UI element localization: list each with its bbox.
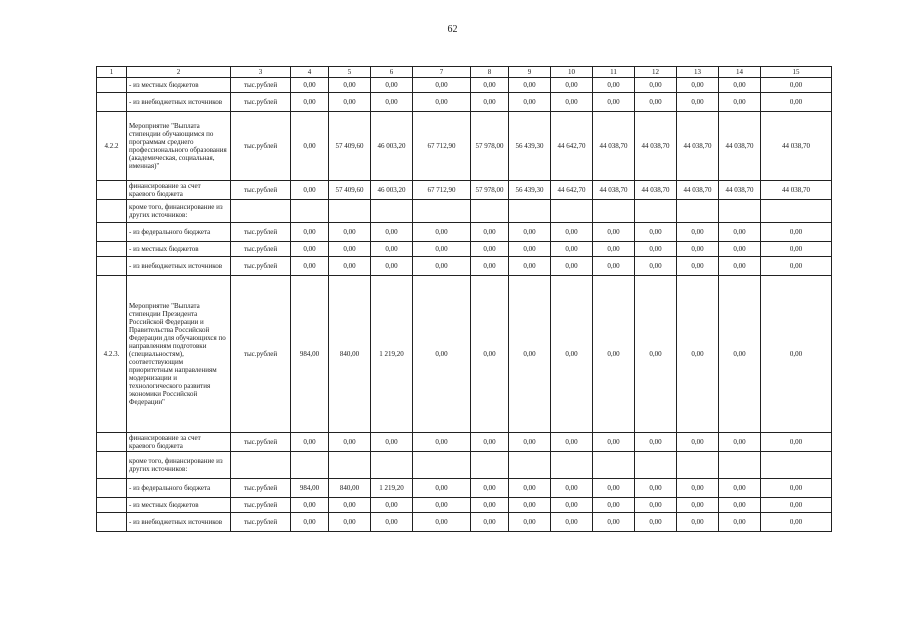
value-cell: 0,00 xyxy=(329,433,371,452)
value-cell: 0,00 xyxy=(635,276,677,433)
value-cell: 0,00 xyxy=(329,513,371,532)
table-row xyxy=(97,498,832,513)
value-cell xyxy=(677,200,719,223)
unit-cell: тыс.рублей xyxy=(231,93,291,112)
value-cell: 0,00 xyxy=(471,78,509,93)
value-cell: 0,00 xyxy=(719,242,761,257)
value-cell: 0,00 xyxy=(677,433,719,452)
value-cell: 0,00 xyxy=(371,513,413,532)
value-cell: 0,00 xyxy=(413,479,471,498)
value-cell: 0,00 xyxy=(371,242,413,257)
value-cell: 0,00 xyxy=(291,78,329,93)
unit-cell: тыс.рублей xyxy=(231,112,291,181)
value-cell: 0,00 xyxy=(761,276,832,433)
value-cell: 0,00 xyxy=(329,242,371,257)
value-cell: 0,00 xyxy=(719,433,761,452)
value-cell xyxy=(413,452,471,479)
table-row xyxy=(97,433,832,452)
value-cell xyxy=(291,452,329,479)
header-cell: 2 xyxy=(127,67,231,78)
value-cell: 56 439,30 xyxy=(509,112,551,181)
value-cell: 0,00 xyxy=(551,498,593,513)
value-cell: 0,00 xyxy=(509,257,551,276)
value-cell: 0,00 xyxy=(413,93,471,112)
row-name-cell: - из федерального бюджета xyxy=(127,223,231,242)
value-cell: 0,00 xyxy=(719,93,761,112)
value-cell: 0,00 xyxy=(551,223,593,242)
value-cell: 0,00 xyxy=(509,479,551,498)
value-cell: 0,00 xyxy=(635,498,677,513)
row-number-cell xyxy=(97,200,127,223)
header-cell: 14 xyxy=(719,67,761,78)
value-cell: 0,00 xyxy=(635,513,677,532)
row-name-cell: - из местных бюджетов xyxy=(127,498,231,513)
value-cell: 0,00 xyxy=(593,276,635,433)
value-cell: 0,00 xyxy=(291,257,329,276)
unit-cell: тыс.рублей xyxy=(231,181,291,200)
table-row xyxy=(97,181,832,200)
value-cell: 56 439,30 xyxy=(509,181,551,200)
value-cell: 57 409,60 xyxy=(329,181,371,200)
unit-cell: тыс.рублей xyxy=(231,513,291,532)
unit-cell: тыс.рублей xyxy=(231,223,291,242)
unit-cell xyxy=(231,452,291,479)
value-cell: 0,00 xyxy=(413,257,471,276)
value-cell: 44 642,70 xyxy=(551,112,593,181)
value-cell: 0,00 xyxy=(719,479,761,498)
value-cell: 0,00 xyxy=(413,513,471,532)
value-cell: 0,00 xyxy=(509,223,551,242)
value-cell: 0,00 xyxy=(471,223,509,242)
value-cell xyxy=(761,452,832,479)
value-cell: 0,00 xyxy=(329,93,371,112)
value-cell xyxy=(329,200,371,223)
value-cell: 44 038,70 xyxy=(677,181,719,200)
value-cell: 0,00 xyxy=(291,498,329,513)
row-name-cell: финансирование за счет краевого бюджета xyxy=(127,433,231,452)
value-cell: 44 038,70 xyxy=(761,181,832,200)
value-cell: 0,00 xyxy=(677,93,719,112)
row-number-cell: 4.2.3. xyxy=(97,276,127,433)
value-cell: 0,00 xyxy=(413,433,471,452)
table-row xyxy=(97,452,832,479)
row-number-cell: 4.2.2 xyxy=(97,112,127,181)
value-cell: 57 978,00 xyxy=(471,112,509,181)
value-cell: 44 038,70 xyxy=(593,181,635,200)
value-cell xyxy=(509,452,551,479)
table-row xyxy=(97,223,832,242)
header-cell: 3 xyxy=(231,67,291,78)
value-cell: 0,00 xyxy=(593,242,635,257)
value-cell: 0,00 xyxy=(329,498,371,513)
row-name-cell: финансирование за счет краевого бюджета xyxy=(127,181,231,200)
value-cell: 0,00 xyxy=(471,433,509,452)
row-number-cell xyxy=(97,257,127,276)
row-number-cell xyxy=(97,93,127,112)
value-cell: 0,00 xyxy=(635,242,677,257)
table-row xyxy=(97,93,832,112)
value-cell xyxy=(291,200,329,223)
budget-table xyxy=(96,66,832,532)
value-cell: 1 219,20 xyxy=(371,479,413,498)
header-cell: 9 xyxy=(509,67,551,78)
value-cell: 0,00 xyxy=(593,93,635,112)
value-cell: 57 978,00 xyxy=(471,181,509,200)
value-cell: 0,00 xyxy=(677,257,719,276)
value-cell: 0,00 xyxy=(677,78,719,93)
value-cell xyxy=(509,200,551,223)
value-cell xyxy=(413,200,471,223)
table-row xyxy=(97,479,832,498)
value-cell: 44 038,70 xyxy=(761,112,832,181)
value-cell: 0,00 xyxy=(509,242,551,257)
table-row xyxy=(97,257,832,276)
value-cell: 0,00 xyxy=(761,223,832,242)
value-cell: 0,00 xyxy=(635,433,677,452)
row-number-cell xyxy=(97,433,127,452)
value-cell: 0,00 xyxy=(471,276,509,433)
row-name-cell: Мероприятие "Выплата стипендии Президента Российской Федерации и Правительства Российской Федерации для обучающихся по направлениям подготовки (специальностям), соответствующим приоритетным направлениям модернизации и технологического развития экономики Российской Федерации" xyxy=(127,276,231,433)
row-number-cell xyxy=(97,223,127,242)
value-cell xyxy=(677,452,719,479)
value-cell: 0,00 xyxy=(509,93,551,112)
value-cell: 0,00 xyxy=(291,112,329,181)
table-row xyxy=(97,78,832,93)
value-cell xyxy=(719,452,761,479)
row-number-cell xyxy=(97,479,127,498)
value-cell: 0,00 xyxy=(371,223,413,242)
value-cell xyxy=(551,452,593,479)
value-cell: 0,00 xyxy=(761,78,832,93)
row-number-cell xyxy=(97,78,127,93)
value-cell: 46 003,20 xyxy=(371,181,413,200)
value-cell: 0,00 xyxy=(719,257,761,276)
value-cell: 0,00 xyxy=(509,498,551,513)
value-cell: 0,00 xyxy=(677,498,719,513)
unit-cell: тыс.рублей xyxy=(231,78,291,93)
row-name-cell: - из внебюджетных источников xyxy=(127,513,231,532)
value-cell: 0,00 xyxy=(471,479,509,498)
value-cell: 984,00 xyxy=(291,479,329,498)
unit-cell: тыс.рублей xyxy=(231,276,291,433)
value-cell: 0,00 xyxy=(291,93,329,112)
unit-cell: тыс.рублей xyxy=(231,479,291,498)
value-cell: 0,00 xyxy=(593,513,635,532)
row-name-cell: - из внебюджетных источников xyxy=(127,257,231,276)
value-cell: 1 219,20 xyxy=(371,276,413,433)
value-cell: 0,00 xyxy=(635,93,677,112)
value-cell: 67 712,90 xyxy=(413,181,471,200)
value-cell: 0,00 xyxy=(761,93,832,112)
value-cell xyxy=(719,200,761,223)
value-cell: 0,00 xyxy=(551,257,593,276)
value-cell: 44 038,70 xyxy=(677,112,719,181)
value-cell: 0,00 xyxy=(719,498,761,513)
value-cell: 0,00 xyxy=(371,78,413,93)
value-cell: 0,00 xyxy=(551,242,593,257)
value-cell: 67 712,90 xyxy=(413,112,471,181)
value-cell: 0,00 xyxy=(593,78,635,93)
value-cell: 0,00 xyxy=(329,257,371,276)
value-cell: 0,00 xyxy=(471,513,509,532)
value-cell: 0,00 xyxy=(635,223,677,242)
header-cell: 4 xyxy=(291,67,329,78)
table-row xyxy=(97,242,832,257)
table-row xyxy=(97,112,832,181)
row-number-cell xyxy=(97,452,127,479)
value-cell xyxy=(635,200,677,223)
header-cell: 13 xyxy=(677,67,719,78)
value-cell: 0,00 xyxy=(329,78,371,93)
value-cell: 840,00 xyxy=(329,479,371,498)
value-cell: 0,00 xyxy=(719,78,761,93)
row-number-cell xyxy=(97,498,127,513)
header-cell: 10 xyxy=(551,67,593,78)
value-cell: 0,00 xyxy=(761,257,832,276)
unit-cell: тыс.рублей xyxy=(231,242,291,257)
row-name-cell: кроме того, финансирование из других источников: xyxy=(127,200,231,223)
value-cell: 0,00 xyxy=(719,276,761,433)
value-cell: 0,00 xyxy=(761,513,832,532)
value-cell: 984,00 xyxy=(291,276,329,433)
value-cell: 0,00 xyxy=(551,513,593,532)
header-cell: 15 xyxy=(761,67,832,78)
unit-cell: тыс.рублей xyxy=(231,257,291,276)
value-cell: 0,00 xyxy=(413,498,471,513)
value-cell: 0,00 xyxy=(677,513,719,532)
value-cell: 44 642,70 xyxy=(551,181,593,200)
table-row xyxy=(97,200,832,223)
value-cell xyxy=(471,452,509,479)
header-cell: 11 xyxy=(593,67,635,78)
value-cell: 0,00 xyxy=(677,479,719,498)
unit-cell: тыс.рублей xyxy=(231,498,291,513)
value-cell: 0,00 xyxy=(371,93,413,112)
value-cell xyxy=(329,452,371,479)
value-cell: 0,00 xyxy=(291,223,329,242)
row-name-cell: - из федерального бюджета xyxy=(127,479,231,498)
value-cell: 0,00 xyxy=(551,93,593,112)
value-cell: 0,00 xyxy=(551,479,593,498)
value-cell: 0,00 xyxy=(593,479,635,498)
value-cell xyxy=(593,200,635,223)
value-cell: 0,00 xyxy=(509,276,551,433)
header-cell: 8 xyxy=(471,67,509,78)
header-cell: 6 xyxy=(371,67,413,78)
value-cell: 0,00 xyxy=(761,242,832,257)
value-cell: 0,00 xyxy=(371,257,413,276)
value-cell: 0,00 xyxy=(371,433,413,452)
value-cell: 0,00 xyxy=(413,242,471,257)
value-cell: 44 038,70 xyxy=(635,112,677,181)
header-cell: 12 xyxy=(635,67,677,78)
value-cell: 0,00 xyxy=(551,78,593,93)
value-cell: 0,00 xyxy=(413,78,471,93)
value-cell: 0,00 xyxy=(471,93,509,112)
value-cell xyxy=(471,200,509,223)
value-cell: 0,00 xyxy=(719,223,761,242)
row-number-cell xyxy=(97,242,127,257)
value-cell: 0,00 xyxy=(291,242,329,257)
value-cell xyxy=(371,200,413,223)
value-cell: 0,00 xyxy=(471,242,509,257)
value-cell: 0,00 xyxy=(635,479,677,498)
header-cell: 5 xyxy=(329,67,371,78)
value-cell xyxy=(761,200,832,223)
row-name-cell: - из внебюджетных источников xyxy=(127,93,231,112)
value-cell xyxy=(371,452,413,479)
value-cell: 44 038,70 xyxy=(635,181,677,200)
row-name-cell: Мероприятие "Выплата стипендии обучающимся по программам среднего профессионального образования (академическая, социальная, именная)" xyxy=(127,112,231,181)
value-cell: 0,00 xyxy=(329,223,371,242)
value-cell: 0,00 xyxy=(291,433,329,452)
value-cell xyxy=(593,452,635,479)
value-cell: 46 003,20 xyxy=(371,112,413,181)
value-cell: 0,00 xyxy=(677,242,719,257)
value-cell: 0,00 xyxy=(593,257,635,276)
value-cell: 0,00 xyxy=(291,181,329,200)
value-cell: 0,00 xyxy=(761,498,832,513)
value-cell: 44 038,70 xyxy=(719,112,761,181)
value-cell: 0,00 xyxy=(291,513,329,532)
value-cell: 0,00 xyxy=(635,78,677,93)
value-cell: 0,00 xyxy=(471,257,509,276)
value-cell: 57 409,60 xyxy=(329,112,371,181)
value-cell: 0,00 xyxy=(371,498,413,513)
value-cell: 0,00 xyxy=(509,78,551,93)
value-cell: 0,00 xyxy=(551,276,593,433)
value-cell: 44 038,70 xyxy=(719,181,761,200)
header-cell: 7 xyxy=(413,67,471,78)
value-cell: 44 038,70 xyxy=(593,112,635,181)
value-cell: 0,00 xyxy=(509,513,551,532)
value-cell: 0,00 xyxy=(413,223,471,242)
value-cell: 0,00 xyxy=(509,433,551,452)
value-cell: 0,00 xyxy=(593,223,635,242)
value-cell: 0,00 xyxy=(677,276,719,433)
value-cell: 0,00 xyxy=(471,498,509,513)
value-cell: 0,00 xyxy=(635,257,677,276)
value-cell: 0,00 xyxy=(593,433,635,452)
value-cell: 0,00 xyxy=(551,433,593,452)
value-cell: 0,00 xyxy=(677,223,719,242)
value-cell xyxy=(635,452,677,479)
header-row xyxy=(97,67,832,78)
value-cell xyxy=(551,200,593,223)
row-name-cell: - из местных бюджетов xyxy=(127,242,231,257)
unit-cell: тыс.рублей xyxy=(231,433,291,452)
header-cell: 1 xyxy=(97,67,127,78)
value-cell: 0,00 xyxy=(719,513,761,532)
row-number-cell xyxy=(97,513,127,532)
row-name-cell: - из местных бюджетов xyxy=(127,78,231,93)
row-name-cell: кроме того, финансирование из других источников: xyxy=(127,452,231,479)
value-cell: 0,00 xyxy=(413,276,471,433)
value-cell: 840,00 xyxy=(329,276,371,433)
page-number: 62 xyxy=(447,24,458,35)
value-cell: 0,00 xyxy=(761,433,832,452)
value-cell: 0,00 xyxy=(761,479,832,498)
value-cell: 0,00 xyxy=(593,498,635,513)
table-row xyxy=(97,276,832,433)
unit-cell xyxy=(231,200,291,223)
table-row xyxy=(97,513,832,532)
row-number-cell xyxy=(97,181,127,200)
